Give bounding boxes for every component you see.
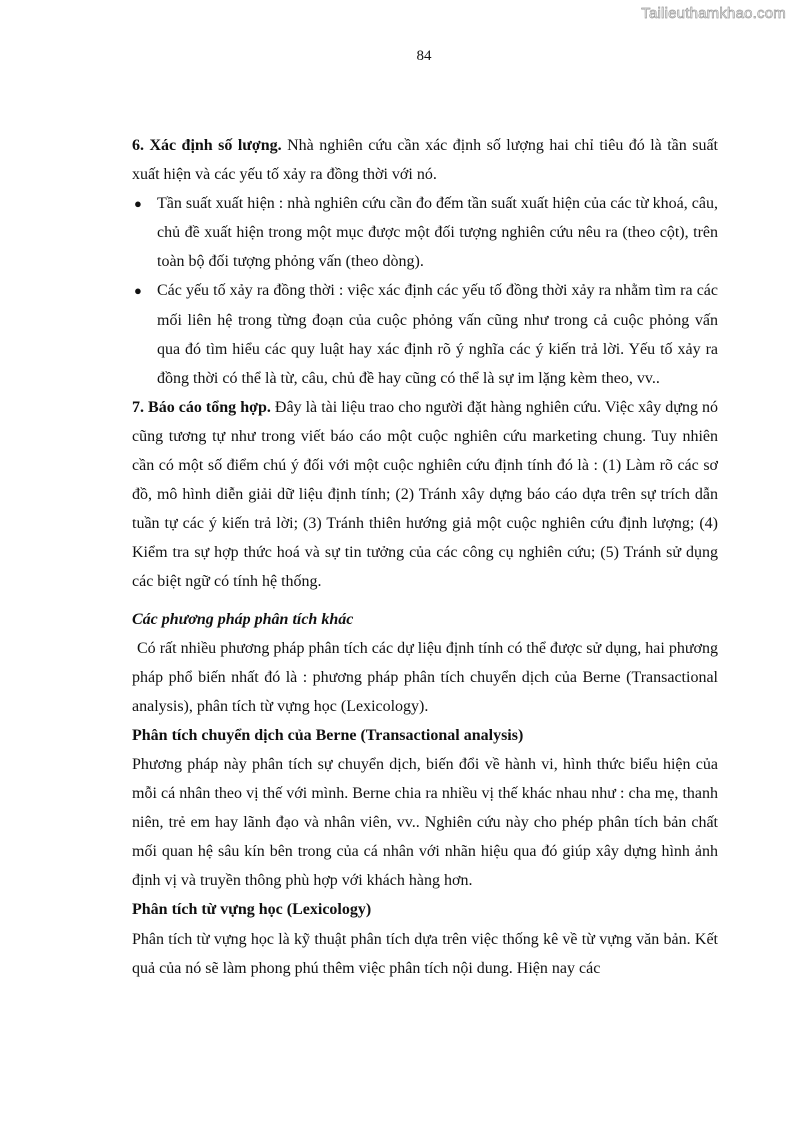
page-number: 84 (416, 48, 432, 64)
other-methods-text: Có rất nhiều phương pháp phân tích các dự liệu định tính có thể được sử dụng, hai phương pháp phổ biến nhất đó là : phương pháp phân tích chuyển dịch của Berne (Transactional analysis), phân tích từ vựng học (Lexicology). (132, 639, 718, 715)
section-6-paragraph (132, 131, 718, 189)
berne-heading: Phân tích chuyển dịch của Berne (Transactional analysis) (132, 726, 524, 744)
bullet-text-frequency: Tần suất xuất hiện : nhà nghiên cứu cần đo đếm tần suất xuất hiện của các từ khoá, câu, chủ đề xuất hiện trong một mục được một đối tượng nghiên cứu nêu ra (theo cột), trên toàn bộ đối tượng phỏng vấn (theo dòng). (157, 195, 718, 271)
lexicology-text: Phân tích từ vựng học là kỹ thuật phân tích dựa trên việc thống kê về từ vựng văn bản. Kết quả của nó sẽ làm phong phú thêm việc phân tích nội dung. Hiện nay các (132, 930, 718, 977)
bullet-icon: ● (134, 196, 142, 212)
section-6-bullet-list (132, 189, 718, 393)
section-7-heading: 7. Báo cáo tổng hợp. (132, 398, 271, 416)
section-6-text: Nhà nghiên cứu cần xác định số lượng hai chỉ tiêu đó là tần suất xuất hiện và các yếu tố xảy ra đồng thời với nó. (132, 137, 718, 184)
bullet-item-frequency (132, 189, 718, 276)
document-body (132, 131, 718, 983)
watermark-text: Tailieuthamkhao.com (641, 5, 786, 22)
section-6-heading: 6. Xác định số lượng. (132, 137, 282, 154)
lexicology-heading: Phân tích từ vựng học (Lexicology) (132, 901, 372, 919)
bullet-icon: ● (134, 283, 142, 299)
berne-text: Phương pháp này phân tích sự chuyển dịch, biến đổi về hành vi, hình thức biểu hiện của mỗi cá nhân theo vị thế với mình. Berne chia ra nhiều vị thế khác nhau như : cha mẹ, thanh niên, trẻ em hay lãnh đạo và nhân viên, vv.. Nghiên cứu này cho phép phân tích bản chất mối quan hệ sâu kín bên trong của cá nhân với nhãn hiệu qua đó giúp xây dựng hình ảnh định vị và truyền thông phù hợp với khách hàng hơn. (132, 755, 718, 890)
other-methods-heading: Các phương pháp phân tích khác (132, 610, 354, 628)
section-7-paragraph (132, 393, 718, 597)
bullet-item-co-occurrence (132, 276, 718, 392)
section-7-text: Đây là tài liệu trao cho người đặt hàng nghiên cứu. Việc xây dựng nó cũng tương tự như trong viết báo cáo một cuộc nghiên cứu marketing chung. Tuy nhiên cần có một số điểm chú ý đối với một cuộc nghiên cứu định tính đó là : (1) Làm rõ các sơ đồ, mô hình diễn giải dữ liệu định tính; (2) Tránh xây dựng báo cáo dựa trên sự trích dẫn tuần tự các ý kiến trả lời; (3) Tránh thiên hướng giả một cuộc nghiên cứu định lượng; (4) Kiểm tra sự hợp thức hoá và sự tin tưởng của các công cụ nghiên cứu; (5) Tránh sử dụng các biệt ngữ có tính hệ thống. (132, 398, 719, 591)
bullet-text-co-occurrence: Các yếu tố xảy ra đồng thời : việc xác định các yếu tố đồng thời xảy ra nhằm tìm ra các mối liên hệ trong từng đoạn của cuộc phỏng vấn cũng như trong cả cuộc phỏng vấn qua đó tìm hiểu các quy luật hay xác định rõ ý nghĩa các ý kiến trả lời. Yếu tố xảy ra đồng thời có thể là từ, câu, chủ đề hay cũng có thể là sự im lặng kèm theo, vv.. (157, 282, 718, 387)
